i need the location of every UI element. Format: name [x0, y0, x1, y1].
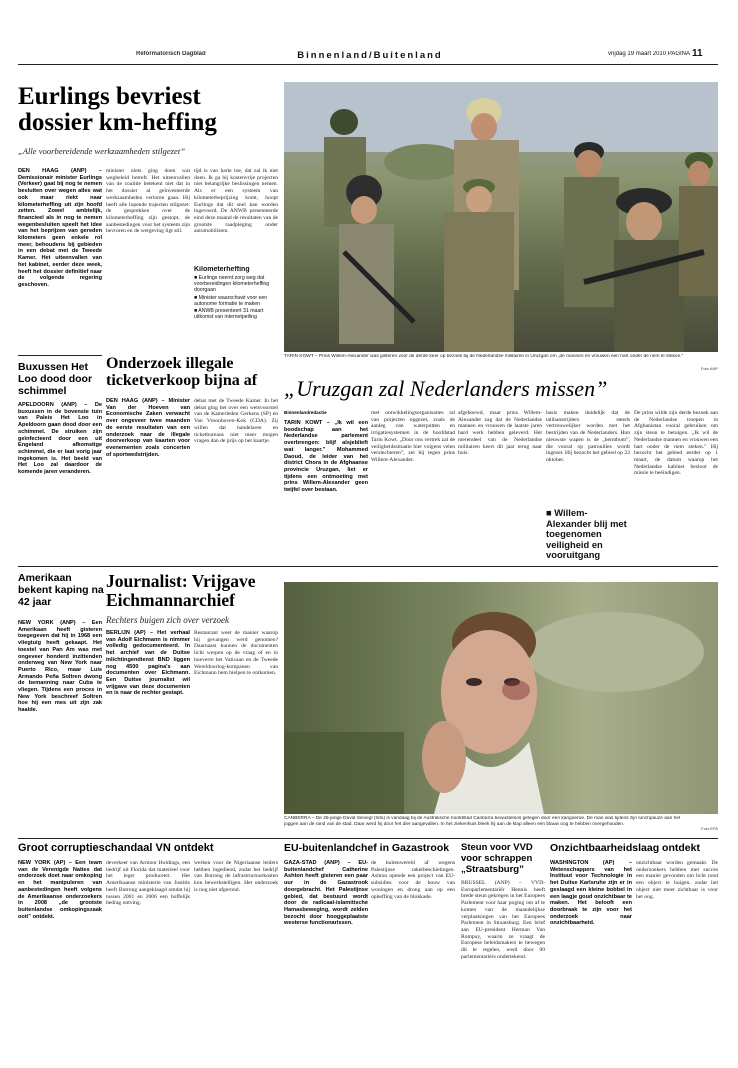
page-label: PAGINA	[667, 51, 690, 57]
amerikaan-text: NEW YORK (ANP) – Een Amerikaan heeft gisteren toegegeven dat hij in 1968 een vliegtuig heeft gekaapt. Het toestel van Pan Am was met ongeveer honderd inzittenden onderweg van New York naar Puerto Rico, maar Luis Armando Peña Soltren dwong de bemanning naar Cuba te vliegen. Tijdens een proces in New York beschreef Soltren hoe hij een mes uit zijn zak haalde.	[18, 620, 102, 714]
masthead-date	[550, 51, 690, 57]
photo1-caption: TARIN KOWT – Prins Willem-Alexander was gisteren voor de derde keer op bezoek bij de Nederlandse militairen in Uruzgan om „de mannen en vrouwen een hart onder de riem te steken.”	[284, 354, 684, 359]
journalist-subhead: Rechters buigen zich over verzoek	[106, 615, 229, 625]
masthead-paper-name: Reformatorisch Dagblad	[136, 51, 206, 57]
uruzgan-column-2	[371, 410, 455, 562]
vvd-text: BRUSSEL (ANP) – VVD-Europarlementariër Hennis heeft brede steun gekregen in het Europees Parlement voor haar poging om af te komen van de maandelijkse verplaatsingen van het Europees Parlement in Straatsburg. Een brief aan EU-president Herman Van Rompuy, waarin ze vraagt de Europese beleidsmakers te bewegen dit te regelen, werd door 90 parlementariërs ondertekend.	[461, 880, 545, 960]
ticket-column-2	[194, 398, 278, 560]
factbox	[194, 266, 278, 346]
amerikaan-headline: Amerikaan bekent kaping na 42 jaar	[18, 572, 104, 608]
uruzgan-column-1	[284, 420, 368, 562]
amerikaan-body	[18, 620, 102, 810]
uruzgan-column-3	[458, 410, 542, 562]
uruzgan-body-3: afgeboewd, maar prins Willem-Alexander zag dat de Nederlandse mannen en vrouwen de laatste jaren hard werk hebben geleverd. Het merendeel van de Nederlandse militairen keert dit jaar terug naar huis.	[458, 410, 542, 457]
photo1-credit: Foto ANP	[700, 366, 718, 371]
lead-subhead: „Alle voorbereidende werkzaamheden stilgezet”	[18, 146, 185, 156]
lead-body-3: tijd is van harte toe, dat zal ik niet doen. Ik ga bij kostenvrije projecten niet belangrijke beslissingen nemen. Als er een systeem van kilometerbeprijzing komt, hoopt Eurlings dat dit snel kan worden ingevoerd. De ANWB presenteerde eind deze maand de resultaten van de grootste raadpleging onder automobilisten.	[194, 168, 278, 235]
uruzgan-body-4: basis maken duidelijk dat de talibanstrijders steeds vertrouwelijker worden met het bestrijden van de Nederlanders. Hun nieuwste wapen is de „bermbom”, die vooral op patrouilles wordt ingezet. Hij bezocht het gebied op 22 oktober.	[546, 410, 630, 463]
photo2-credit: Foto EPA	[701, 826, 718, 831]
invisibility-body-1: WASHINGTON (AP) – Wetenschappers van het Instituut voor Technologie in het Duitse Karlsruhe zijn er in geslaagd een kleine bobbel in een laagje goud onzichtbaar te maken. Het belooft een doorbraak te zijn voor het onderzoek naar onzichtbaarheid.	[550, 860, 632, 927]
vvd-headline: Steun voor VVD voor schrappen „Straatsburg”	[461, 842, 533, 875]
ticket-body-2: debat met de Tweede Kamer. In het debat ging het over een wetsvoorstel van de Kamerleden Gerkens (SP) en Van Vroonhoven-Kok (CDA). Zij willen dat handelaren en ticketbureaus niet meer mogen vragen dan de prijs op het kaartje.	[194, 398, 278, 445]
left-column-rule	[18, 355, 102, 356]
invisibility-column-2	[636, 860, 718, 1050]
gaza-headline: EU-buitenlandchef in Gazastrook	[284, 842, 450, 854]
buxussen-body	[18, 402, 102, 562]
vn-body-1: NEW YORK (AP) – Een team van de Verenigde Naties dat onderzoek doet naar omkoping en het manipuleren van aanbestedingen heeft volgens de Amerikaanse onderzoekers in 2008 „de grootste buitenlandse omkopingszaak ooit” ontdekt.	[18, 860, 102, 920]
vn-column-1	[18, 860, 102, 1050]
invisibility-headline: Onzichtbaarheidslaag ontdekt	[550, 842, 700, 854]
journalist-body-2: Restaurant weet de manier waarop hij gevangen werd genomen? Daarnaast kunnen de documenten licht werpen op de vraag of en in hoeverre het Vaticaan en de Tweede Wereldoorlog-kompanen van Eichmann hem hielpen te ontkomen.	[194, 630, 278, 677]
photo2-caption: CANBERRA – De 25-jarige David Sievegl (foto) is vandaag bij de Australische hoofdstad Canberra bewusteloos gelegen door een kangoeroe. De man was tijdens zijn lunchpauze aan het joggen aan de rand van de stad. Daar werd hij door het dier aangevallen. In het ziekenhuis bleek hij aan de klap alleen een blauw oog te hebben overgehouden.	[284, 816, 681, 827]
factbox-item: ■ Minister waarschuwt voor een autonome formatie te maken	[194, 294, 268, 307]
buxussen-headline: Buxussen Het Loo dood door schimmel	[18, 361, 93, 397]
lead-column-1	[18, 168, 102, 348]
lead-body-2: minister niets ging doen wat wegbeleid betreft. Het uiteenvallen van de coalitie betekent niet dat in het dossier al geïnvesteerde werkzaamheden verloren gaan. Hij heeft alle lopende trajecten stilgezet: de gesprekken over de kilometerheffing zijn gestopt, de aanbestedingen voor het systeem zijn bevroren en de wetgeving ligt stil.	[106, 168, 190, 235]
buxussen-text: APELDOORN (ANP) – De buxussen in de bovenste tuin van Paleis Het Loo in Apeldoorn gaan dood door een schimmel. De struiken zijn geïnfecteerd door een uit Engeland afkomstige schimmel, die er laat vorig jaar ingekomen is. Het beeld van Het Loo zal daardoor de komende jaren veranderen.	[18, 402, 102, 476]
soldiers-photo	[284, 82, 718, 352]
uruzgan-headline: „Uruzgan zal Nederlanders missen”	[284, 376, 608, 401]
masthead-rule	[18, 64, 718, 65]
invisibility-body-2: onzichtbaar worden gemaakt. De onderzoekers hebben met succes een manier gevonden om licht rond een object te buigen, zodat het object niet meer zichtbaar is voor het oog.	[636, 860, 718, 900]
ticket-headline: Onderzoek illegale ticketverkoop bijna af	[106, 355, 258, 389]
jogger-illustration	[284, 582, 718, 814]
gaza-body-1: GAZA-STAD (ANP) – EU-buitenlandchef Catherine Ashton heeft gisteren een paar uur in de Gazastrook doorgebracht. Het Palestijnse gebied, dat bestuurd wordt door de radicaal-islamitische Hamasbeweging, wordt zelden bezocht door hooggeplaatste westerse functionarissen.	[284, 860, 368, 927]
lead-body-1: DEN HAAG (ANP) – Demissionair minister Eurlings (Verkeer) gaat bij nog te nemen besluiten over wegen alles wat ook maar riekt naar kilometerheffing uit zijn hoofd zetten. Zowel ambtelijk, financieel als in nog te nemen wegenbesluiten speelt het idee van het beprijzen van gereden kilometers geen enkele rol meer, behoudens bij gebieden in een debat met de Tweede Kamer. Het uiteenvallen van het kabinet, eerder deze week, heeft het dossier definitief naar de volgende regering geschoven.	[18, 168, 102, 288]
vvd-body	[461, 880, 545, 1050]
middle-rule	[18, 566, 718, 567]
soldiers-illustration	[284, 82, 718, 352]
kangaroo-victim-photo	[284, 582, 718, 814]
factbox-title: Kilometerheffing	[194, 266, 250, 273]
uruzgan-column-5	[634, 410, 718, 562]
bottom-rule	[18, 838, 718, 839]
gaza-column-2	[371, 860, 455, 1050]
square-bullet-icon: ■	[546, 508, 555, 518]
uruzgan-kicker: Binnenlandredactie	[284, 410, 327, 415]
vn-column-2	[106, 860, 190, 1050]
uruzgan-body-2: met ontwikkelingsorganisaties tal van projecten opgezet, zoals de aanleg van waterputten en irrigatiesystemen in de hoofdstad Tarin Kowt. „Door ons vertrek zal de veiligheidssituatie hier volgens velen verslechteren”, zei hij tegen prins Willem-Alexander.	[371, 410, 455, 463]
uruzgan-pull-quote: ■ Willem-Alexander blij met toegenomen veiligheid en vooruitgang	[546, 508, 627, 561]
journalist-column-2	[194, 630, 278, 812]
gaza-column-1	[284, 860, 368, 1050]
journalist-body-1: BERLIJN (AP) – Het verhaal van Adolf Eichmann is nimmer volledig gedocumenteerd. In het archief van de Duitse inlichtingendienst BND liggen nog 4500 pagina's aan documenten over Eichmann. Een Duitse journalist wil vrijgave van deze documenten en is naar de rechter gestapt.	[106, 630, 190, 697]
vn-body-3: werken voor de Nigeriaanse leiders hebben ingediend, zodat het bedrijf van Butrong de infrastructuurkosten kon bewerkstelligen. Het onderzoek is nog niet afgerond.	[194, 860, 278, 893]
factbox-item: ■ Eurlings neemt zorg weg dat voorbereidingen kilometerheffing doorgaan	[194, 275, 270, 294]
ticket-body-1: DEN HAAG (ANP) – Minister Van der Hoeven van Economische Zaken verwacht over ongeveer twee maanden de eerste resultaten van een onderzoek naar de illegale doorverkoop van kaarten voor evenementen zoals concerten of sportwedstrijden.	[106, 398, 190, 458]
vn-body-2: deverkeer van Armoor Holdings, een bedrijf uit Florida dat materieel voor het leger produceert. Het Amerikaanse ministerie van Justitie heeft Butrong aangeklaagd omdat hij tussen 2001 en 2006 een hoffelijk bedrag ontving.	[106, 860, 190, 907]
vn-column-3	[194, 860, 278, 1050]
gaza-body-2: de buitenwereld af wegens Palestijnse raketbeschietingen. Ashton opende een project van EU-subsidies voor de bouw van woningen en drong aan op een opheffing van de blokkade.	[371, 860, 455, 900]
journalist-column-1	[106, 630, 190, 812]
lead-column-2	[106, 168, 190, 348]
lead-column-3	[194, 168, 278, 261]
factbox-item: ■ ANWB presenteert 31 maart uitkomst van internetpeiling	[194, 308, 264, 321]
journalist-headline: Journalist: Vrijgave Eichmannarchief	[106, 572, 256, 610]
vn-headline: Groot corruptieschandaal VN ontdekt	[18, 842, 214, 854]
uruzgan-body-1: TARIN KOWT – „Ik wil een boodschap aan het Nederlandse parlement overbrengen: blijf alsjeblieft wat langer.” Mohammed Daoud, de leider van het district Chora in de Afghaanse provincie Uruzgan, liet er tijdens een ontmoeting met prins Willem-Alexander geen twijfel over bestaan.	[284, 420, 368, 494]
masthead-section: Binnenland/Buitenland	[297, 50, 443, 61]
uruzgan-body-5: De prins wilde zijn derde bezoek aan de Nederlandse troepen in Afghanistan vooral gebruiken om zijn steun te betuigen. „Ik wil de Nederlandse mannen en vrouwen een hart onder de riem steken.” Hij bezocht het gebied eerder op 1 maart, de datum waarop het Nederlandse kabinet besloot de missie te beëindigen.	[634, 410, 718, 477]
uruzgan-column-4	[546, 410, 630, 506]
invisibility-column-1	[550, 860, 632, 1050]
page-number: 11	[692, 48, 703, 59]
lead-headline: Eurlings bevriest dossier km-heffing	[18, 84, 217, 136]
ticket-column-1	[106, 398, 190, 560]
date: vrijdag 19 maart 2010	[608, 51, 667, 57]
